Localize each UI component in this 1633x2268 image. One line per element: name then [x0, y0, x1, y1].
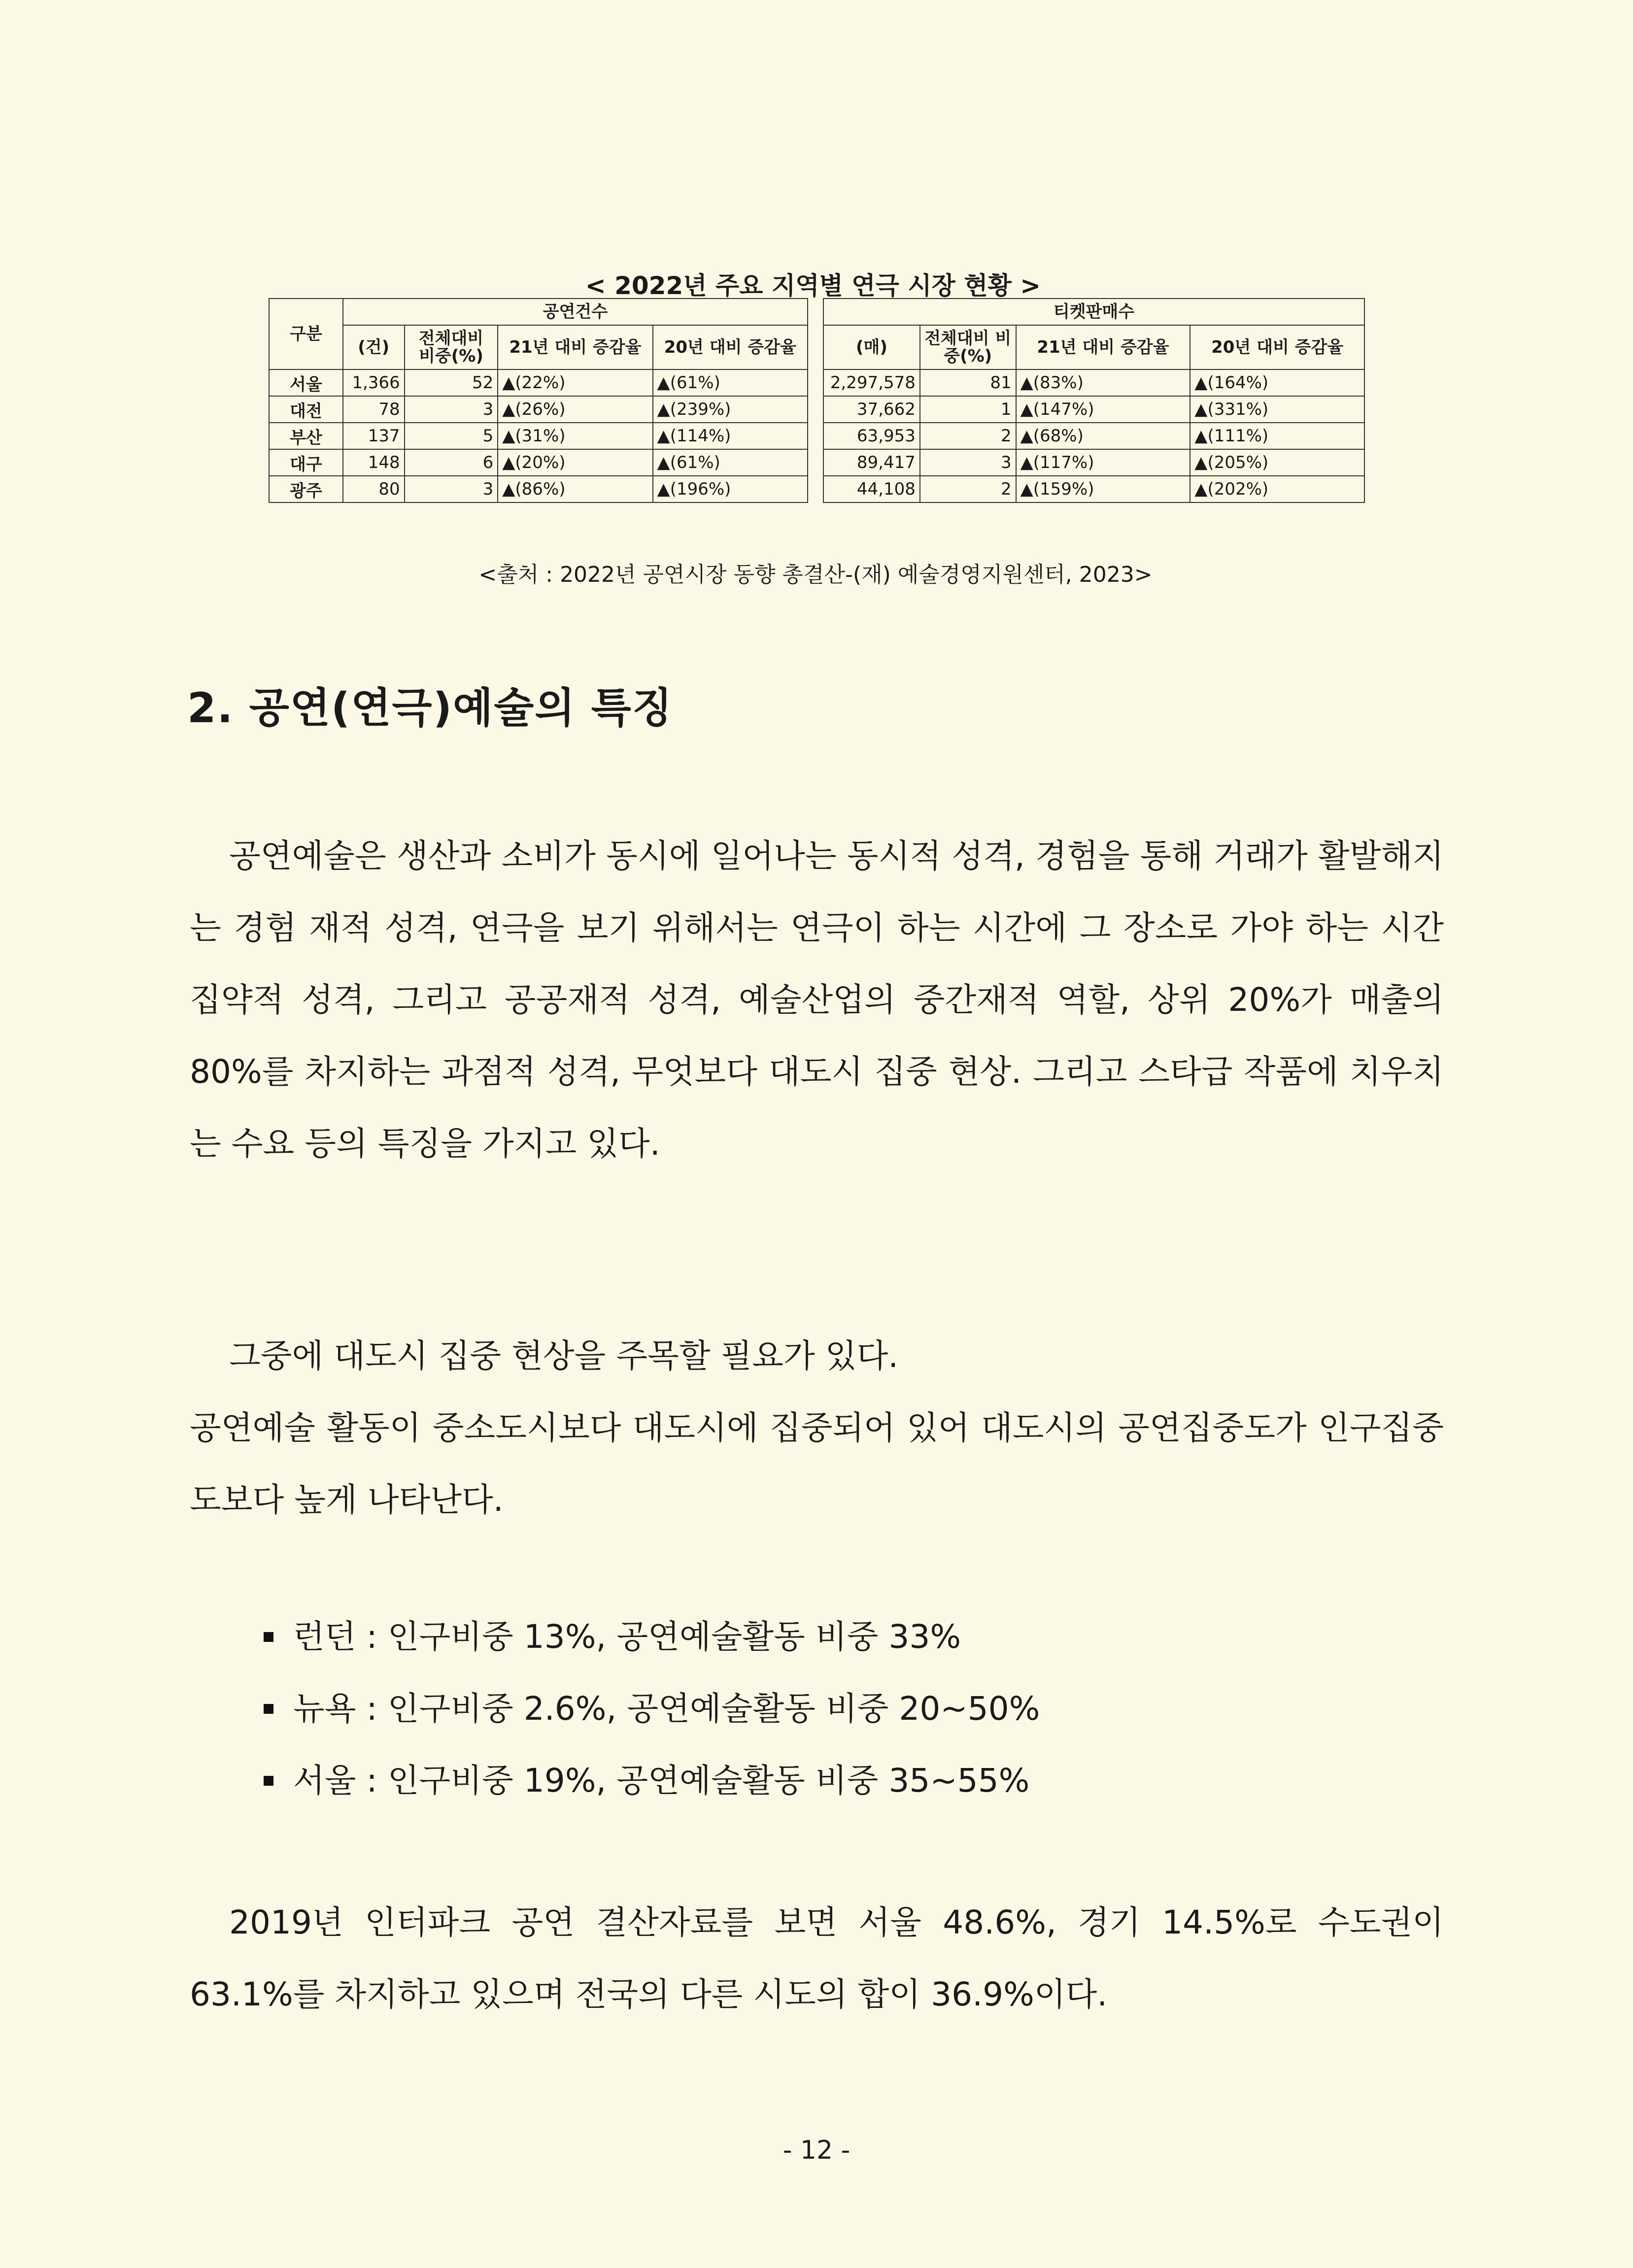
- perf-vs21-cell: ▲(26%): [498, 396, 652, 423]
- table-row: [823, 449, 1364, 476]
- table-row: [269, 369, 808, 396]
- perf-share-cell: 5: [405, 423, 498, 449]
- paragraph-2: [190, 1320, 1444, 1536]
- perf-vs21-header: 21년 대비 증감율: [498, 325, 652, 369]
- tix-count-cell: 63,953: [823, 423, 920, 449]
- section-title: 2. 공연(연극)예술의 특징: [187, 684, 673, 732]
- bullet-text: 서울 : 인구비중 19%, 공연예술활동 비중 35~55%: [293, 1762, 1030, 1800]
- tickets-table: [823, 298, 1365, 503]
- bullet-square-icon: [264, 1704, 273, 1714]
- perf-vs20-cell: ▲(196%): [653, 476, 808, 502]
- perf-vs20-cell: ▲(114%): [653, 423, 808, 449]
- tix-share-cell: 1: [920, 396, 1016, 423]
- perf-vs20-header: 20년 대비 증감율: [653, 325, 808, 369]
- perf-count-cell: 78: [343, 396, 405, 423]
- tix-vs20-cell: ▲(111%): [1190, 423, 1364, 449]
- perf-vs21-cell: ▲(31%): [498, 423, 652, 449]
- table-row: [269, 449, 808, 476]
- tix-vs21-cell: ▲(83%): [1016, 369, 1191, 396]
- perf-vs20-cell: ▲(61%): [653, 449, 808, 476]
- tix-vs20-cell: ▲(331%): [1190, 396, 1364, 423]
- table-row: [269, 396, 808, 423]
- region-cell: 광주: [269, 476, 343, 502]
- bullet-square-icon: [264, 1776, 273, 1786]
- tix-share-header: 전체대비 비중(%): [920, 325, 1016, 369]
- region-cell: 부산: [269, 423, 343, 449]
- perf-share-cell: 6: [405, 449, 498, 476]
- perf-share-cell: 3: [405, 476, 498, 502]
- perf-vs20-cell: ▲(239%): [653, 396, 808, 423]
- table-row: [269, 476, 808, 502]
- table-row: [269, 423, 808, 449]
- paragraph-1-text: 공연예술은 생산과 소비가 동시에 일어나는 동시적 성격, 경험을 통해 거래가 활발해지는 경험 재적 성격, 연극을 보기 위해서는 연극이 하는 시간에 그 장소로 가야 하는 시간 집약적 성격, 그리고 공공재적 성격, 예술산업의 중간재적 역할, 상위 20%가 매출의 80%를 차지하는 과점적 성격, 무엇보다 대도시 집중 현상. 그리고 스타급 작품에 치우치는 수요 등의 특징을 가지고 있다.: [190, 837, 1444, 1163]
- table-title: < 2022년 주요 지역별 연극 시장 현황 >: [585, 271, 1041, 300]
- tix-vs20-cell: ▲(205%): [1190, 449, 1364, 476]
- perf-share-cell: 3: [405, 396, 498, 423]
- tix-count-cell: 2,297,578: [823, 369, 920, 396]
- tix-vs20-header: 20년 대비 증감율: [1190, 325, 1364, 369]
- performances-group-header: 공연건수: [343, 299, 808, 325]
- tix-count-header: (매): [823, 325, 920, 369]
- list-item: [264, 1673, 1040, 1745]
- table-source: <출처 : 2022년 공연시장 동향 총결산-(재) 예술경영지원센터, 2023>: [478, 562, 1153, 587]
- perf-count-cell: 1,366: [343, 369, 405, 396]
- paragraph-1: [190, 820, 1444, 1180]
- page-number: - 12 -: [782, 2135, 851, 2165]
- tix-vs21-cell: ▲(159%): [1016, 476, 1191, 502]
- region-cell: 대전: [269, 396, 343, 423]
- perf-count-cell: 137: [343, 423, 405, 449]
- paragraph-2-line-2: 공연예술 활동이 중소도시보다 대도시에 집중되어 있어 대도시의 공연집중도가 인구집중도보다 높게 나타난다.: [190, 1409, 1444, 1519]
- bullet-square-icon: [264, 1632, 273, 1642]
- tix-count-cell: 44,108: [823, 476, 920, 502]
- tix-share-cell: 2: [920, 423, 1016, 449]
- tix-vs21-cell: ▲(147%): [1016, 396, 1191, 423]
- perf-vs21-cell: ▲(22%): [498, 369, 652, 396]
- bullet-text: 뉴욕 : 인구비중 2.6%, 공연예술활동 비중 20~50%: [293, 1690, 1040, 1728]
- paragraph-2-line-1: 그중에 대도시 집중 현상을 주목할 필요가 있다.: [229, 1337, 899, 1375]
- tix-share-cell: 81: [920, 369, 1016, 396]
- list-item: [264, 1745, 1040, 1817]
- region-cell: 대구: [269, 449, 343, 476]
- tix-count-cell: 89,417: [823, 449, 920, 476]
- table-row: [823, 396, 1364, 423]
- perf-vs20-cell: ▲(61%): [653, 369, 808, 396]
- market-table: [269, 298, 1365, 510]
- perf-share-header: 전체대비 비중(%): [405, 325, 498, 369]
- paragraph-3-text: 2019년 인터파크 공연 결산자료를 보면 서울 48.6%, 경기 14.5%로 수도권이 63.1%를 차지하고 있으며 전국의 다른 시도의 합이 36.9%이다.: [190, 1903, 1444, 2013]
- tix-vs21-cell: ▲(117%): [1016, 449, 1191, 476]
- tix-vs20-cell: ▲(202%): [1190, 476, 1364, 502]
- tix-vs21-cell: ▲(68%): [1016, 423, 1191, 449]
- tickets-group-header: 티켓판매수: [823, 299, 1364, 325]
- perf-vs21-cell: ▲(20%): [498, 449, 652, 476]
- perf-count-cell: 80: [343, 476, 405, 502]
- tix-count-cell: 37,662: [823, 396, 920, 423]
- table-row: [823, 369, 1364, 396]
- perf-count-header: (건): [343, 325, 405, 369]
- region-header: 구분: [269, 299, 343, 369]
- tix-vs20-cell: ▲(164%): [1190, 369, 1364, 396]
- perf-share-cell: 52: [405, 369, 498, 396]
- perf-count-cell: 148: [343, 449, 405, 476]
- table-row: [823, 423, 1364, 449]
- tix-share-cell: 2: [920, 476, 1016, 502]
- performances-table: [269, 298, 808, 503]
- paragraph-3: [190, 1887, 1444, 2031]
- region-cell: 서울: [269, 369, 343, 396]
- bullet-text: 런던 : 인구비중 13%, 공연예술활동 비중 33%: [293, 1618, 961, 1656]
- tix-share-cell: 3: [920, 449, 1016, 476]
- list-item: [264, 1601, 1040, 1673]
- tix-vs21-header: 21년 대비 증감율: [1016, 325, 1191, 369]
- perf-vs21-cell: ▲(86%): [498, 476, 652, 502]
- table-row: [823, 476, 1364, 502]
- bullet-list: [264, 1601, 1040, 1817]
